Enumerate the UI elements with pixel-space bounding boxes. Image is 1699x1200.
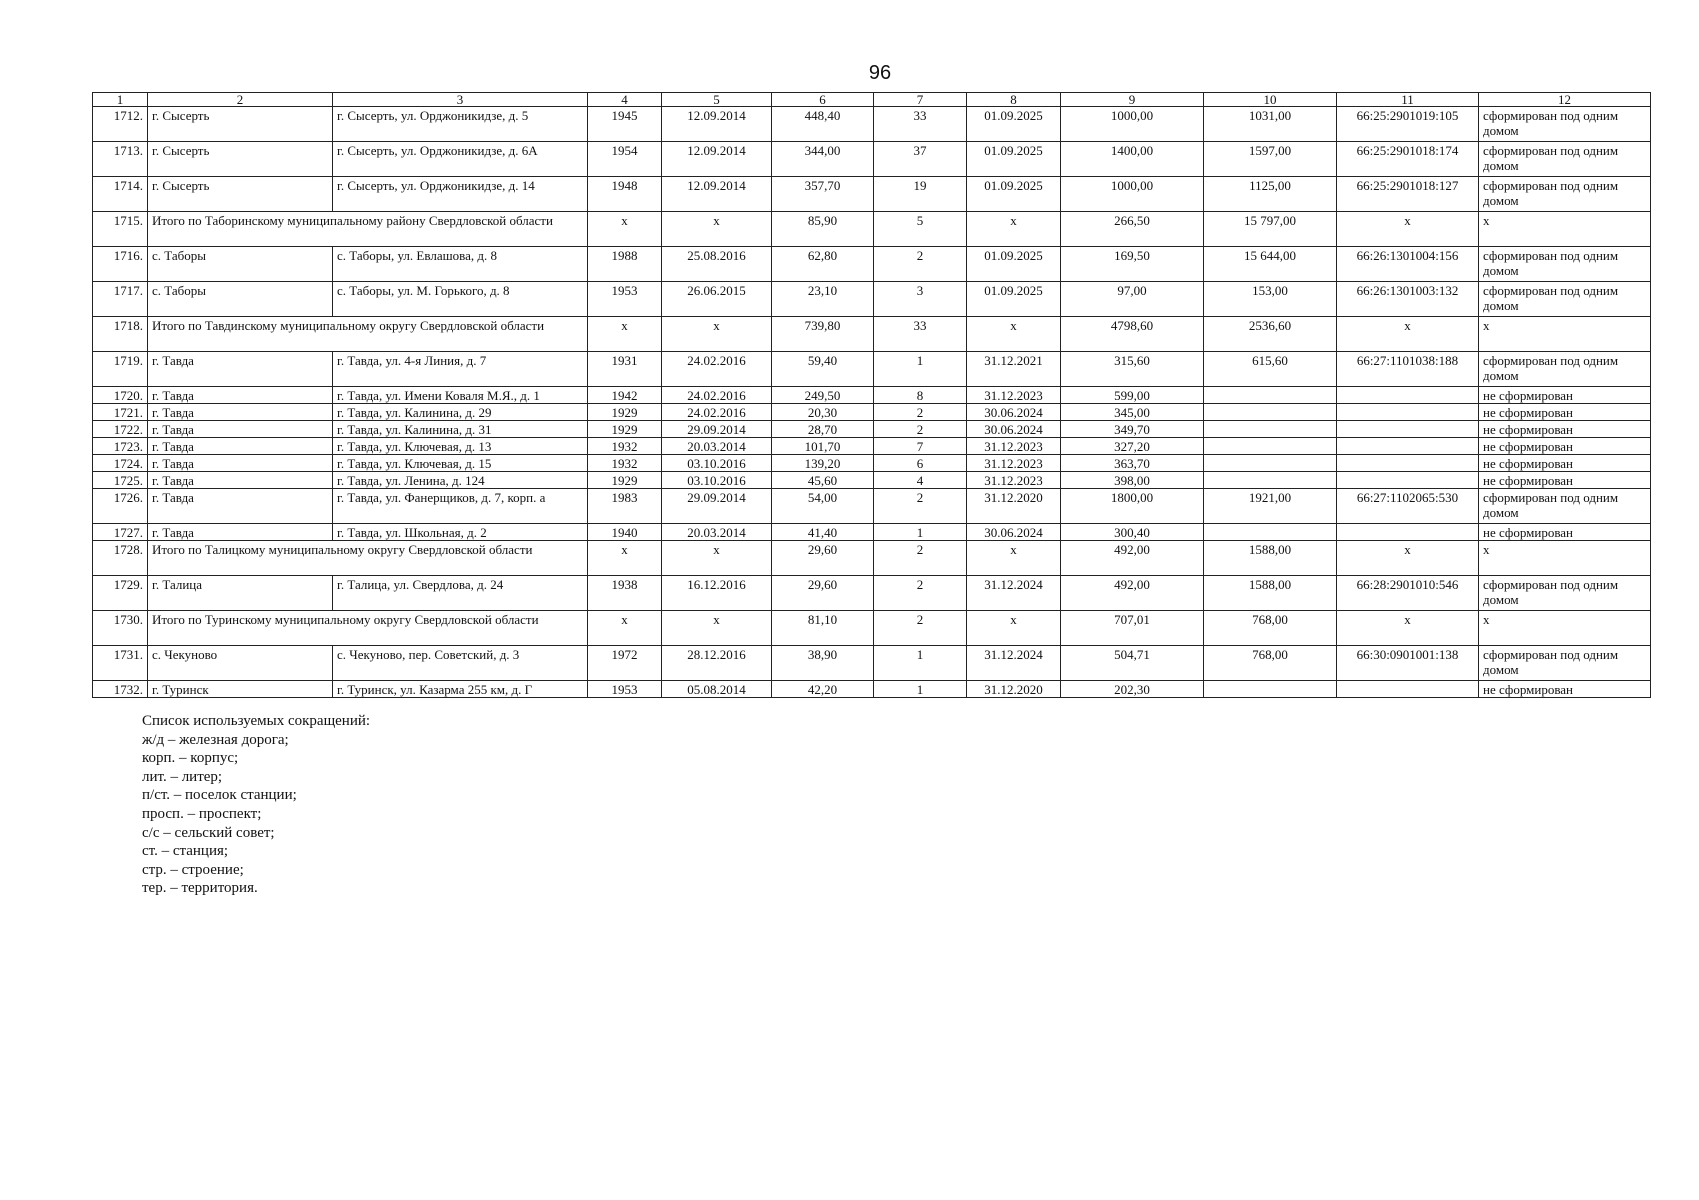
table-cell: 169,50 — [1061, 247, 1204, 282]
table-cell: 1 — [874, 681, 967, 698]
table-cell: 1931 — [588, 352, 662, 387]
table-cell: 1731. — [93, 646, 148, 681]
table-cell: г. Тавда — [148, 472, 333, 489]
table-cell: 66:25:2901018:127 — [1337, 177, 1479, 212]
table-cell: x — [662, 317, 772, 352]
table-cell: x — [1479, 541, 1651, 576]
table-cell: сформирован под одним домом — [1479, 352, 1651, 387]
table-cell: сформирован под одним домом — [1479, 107, 1651, 142]
table-cell: 1588,00 — [1204, 541, 1337, 576]
abbreviation-item: стр. – строение; — [142, 861, 244, 878]
table-cell: 344,00 — [772, 142, 874, 177]
table-cell: сформирован под одним домом — [1479, 177, 1651, 212]
table-cell: 1722. — [93, 421, 148, 438]
table-cell: 31.12.2023 — [967, 455, 1061, 472]
table-cell — [1204, 681, 1337, 698]
table-cell: 31.12.2020 — [967, 681, 1061, 698]
table-cell: 599,00 — [1061, 387, 1204, 404]
table-cell: 42,20 — [772, 681, 874, 698]
table-cell: 31.12.2021 — [967, 352, 1061, 387]
abbreviation-item: лит. – литер; — [142, 768, 223, 785]
table-cell — [1337, 681, 1479, 698]
table-cell: 20.03.2014 — [662, 438, 772, 455]
table-cell: 739,80 — [772, 317, 874, 352]
table-cell: 6 — [874, 455, 967, 472]
table-cell: 31.12.2023 — [967, 387, 1061, 404]
table-cell: 1945 — [588, 107, 662, 142]
table-cell — [1204, 472, 1337, 489]
table-cell: г. Тавда — [148, 404, 333, 421]
table-cell: 2 — [874, 404, 967, 421]
table-cell: 315,60 — [1061, 352, 1204, 387]
table-cell: 1719. — [93, 352, 148, 387]
table-cell: 2 — [874, 576, 967, 611]
table-cell: г. Талица — [148, 576, 333, 611]
table-cell — [1337, 404, 1479, 421]
table-cell: 1588,00 — [1204, 576, 1337, 611]
table-cell: 1940 — [588, 524, 662, 541]
table-cell: 1953 — [588, 282, 662, 317]
table-row — [93, 646, 1651, 681]
table-cell: не сформирован — [1479, 421, 1651, 438]
table-cell: x — [662, 611, 772, 646]
table-cell: x — [1337, 611, 1479, 646]
table-row — [93, 489, 1651, 524]
table-cell: 1728. — [93, 541, 148, 576]
table-cell: 2 — [874, 611, 967, 646]
table-cell — [1337, 387, 1479, 404]
table-cell: 1932 — [588, 438, 662, 455]
table-cell: не сформирован — [1479, 438, 1651, 455]
table-cell: 139,20 — [772, 455, 874, 472]
table-cell: 4798,60 — [1061, 317, 1204, 352]
table-cell: 300,40 — [1061, 524, 1204, 541]
table-cell: 448,40 — [772, 107, 874, 142]
table-cell: 1929 — [588, 421, 662, 438]
table-cell: 5 — [874, 212, 967, 247]
abbreviations-title: Список используемых сокращений: — [142, 713, 371, 729]
table-cell: 707,01 — [1061, 611, 1204, 646]
table-cell: не сформирован — [1479, 404, 1651, 421]
table-cell: 66:25:2901019:105 — [1337, 107, 1479, 142]
table-cell: 1800,00 — [1061, 489, 1204, 524]
table-cell: 7 — [874, 438, 967, 455]
table-row — [93, 177, 1651, 212]
table-cell: 615,60 — [1204, 352, 1337, 387]
table-cell: с. Таборы, ул. Евлашова, д. 8 — [333, 247, 588, 282]
table-total-row — [93, 611, 1651, 646]
table-row — [93, 387, 1651, 404]
table-cell: 28,70 — [772, 421, 874, 438]
table-cell: 66:27:1102065:530 — [1337, 489, 1479, 524]
table-cell: 327,20 — [1061, 438, 1204, 455]
table-cell: 153,00 — [1204, 282, 1337, 317]
table-cell: сформирован под одним домом — [1479, 142, 1651, 177]
table-row — [93, 421, 1651, 438]
table-cell: 62,80 — [772, 247, 874, 282]
table-cell: 1716. — [93, 247, 148, 282]
table-cell: Итого по Таборинскому муниципальному району Свердловской области — [148, 212, 588, 247]
table-row — [93, 282, 1651, 317]
table-cell: 1718. — [93, 317, 148, 352]
table-cell: г. Тавда, ул. Ключевая, д. 13 — [333, 438, 588, 455]
table-cell: 1400,00 — [1061, 142, 1204, 177]
table-cell: x — [1337, 212, 1479, 247]
column-header: 5 — [662, 93, 772, 107]
page-number: 96 — [868, 62, 892, 84]
table-cell: x — [967, 611, 1061, 646]
table-cell: 1724. — [93, 455, 148, 472]
table-cell: x — [967, 317, 1061, 352]
table-cell: 1000,00 — [1061, 107, 1204, 142]
table-cell: x — [588, 317, 662, 352]
table-cell: 1721. — [93, 404, 148, 421]
table-cell: 1729. — [93, 576, 148, 611]
column-header: 4 — [588, 93, 662, 107]
table-cell: 25.08.2016 — [662, 247, 772, 282]
table-cell — [1337, 472, 1479, 489]
table-cell: 768,00 — [1204, 646, 1337, 681]
table-cell: 1 — [874, 524, 967, 541]
table-cell: 1932 — [588, 455, 662, 472]
table-cell: 768,00 — [1204, 611, 1337, 646]
table-cell: г. Тавда, ул. 4-я Линия, д. 7 — [333, 352, 588, 387]
table-cell: 249,50 — [772, 387, 874, 404]
table-cell: г. Тавда — [148, 489, 333, 524]
table-cell: 1988 — [588, 247, 662, 282]
table-cell: Итого по Тавдинскому муниципальному округу Свердловской области — [148, 317, 588, 352]
table-cell: г. Тавда, ул. Ключевая, д. 15 — [333, 455, 588, 472]
table-cell: 66:25:2901018:174 — [1337, 142, 1479, 177]
abbreviation-item: просп. – проспект; — [142, 805, 262, 822]
table-total-row — [93, 212, 1651, 247]
table-cell: не сформирован — [1479, 681, 1651, 698]
table-cell: 1717. — [93, 282, 148, 317]
table-cell: 01.09.2025 — [967, 142, 1061, 177]
table-cell — [1204, 404, 1337, 421]
table-cell: x — [588, 611, 662, 646]
table-cell: г. Тавда — [148, 387, 333, 404]
table-cell — [1204, 524, 1337, 541]
column-header: 3 — [333, 93, 588, 107]
abbreviation-item: ст. – станция; — [142, 843, 229, 860]
table-cell: г. Сысерть, ул. Орджоникидзе, д. 5 — [333, 107, 588, 142]
table-cell: 15 644,00 — [1204, 247, 1337, 282]
column-header: 11 — [1337, 93, 1479, 107]
column-header: 8 — [967, 93, 1061, 107]
table-cell: 1983 — [588, 489, 662, 524]
table-cell: x — [1479, 317, 1651, 352]
table-cell: 492,00 — [1061, 541, 1204, 576]
table-cell: г. Тавда — [148, 438, 333, 455]
table-cell — [1337, 524, 1479, 541]
table-cell: 16.12.2016 — [662, 576, 772, 611]
table-cell: 85,90 — [772, 212, 874, 247]
table-cell: 31.12.2023 — [967, 438, 1061, 455]
table-cell: сформирован под одним домом — [1479, 489, 1651, 524]
housing-registry-table — [92, 92, 1651, 698]
table-cell: 12.09.2014 — [662, 177, 772, 212]
table-cell: Итого по Туринскому муниципальному округу Свердловской области — [148, 611, 588, 646]
table-cell: 66:30:0901001:138 — [1337, 646, 1479, 681]
table-cell — [1204, 387, 1337, 404]
table-cell: x — [588, 212, 662, 247]
table-cell: 03.10.2016 — [662, 455, 772, 472]
table-cell: 12.09.2014 — [662, 142, 772, 177]
table-header-row — [93, 93, 1651, 107]
table-cell: 266,50 — [1061, 212, 1204, 247]
table-cell: 33 — [874, 107, 967, 142]
table-row — [93, 438, 1651, 455]
table-cell: 1 — [874, 352, 967, 387]
table-cell: с. Чекуново — [148, 646, 333, 681]
table-cell: с. Таборы, ул. М. Горького, д. 8 — [333, 282, 588, 317]
table-row — [93, 352, 1651, 387]
table-cell: 1732. — [93, 681, 148, 698]
table-cell: 1929 — [588, 404, 662, 421]
table-total-row — [93, 317, 1651, 352]
table-cell: 4 — [874, 472, 967, 489]
table-cell: 1597,00 — [1204, 142, 1337, 177]
table-cell: 26.06.2015 — [662, 282, 772, 317]
table-cell — [1204, 421, 1337, 438]
table-row — [93, 247, 1651, 282]
table-cell: 66:27:1101038:188 — [1337, 352, 1479, 387]
table-cell — [1337, 421, 1479, 438]
table-cell: 1713. — [93, 142, 148, 177]
table-cell: сформирован под одним домом — [1479, 576, 1651, 611]
table-cell: 41,40 — [772, 524, 874, 541]
table-cell: с. Таборы — [148, 282, 333, 317]
table-cell — [1337, 455, 1479, 472]
column-header: 9 — [1061, 93, 1204, 107]
table-cell — [1204, 455, 1337, 472]
table-cell: 45,60 — [772, 472, 874, 489]
table-cell: 2 — [874, 247, 967, 282]
table-cell: 19 — [874, 177, 967, 212]
table-cell: г. Тавда, ул. Калинина, д. 31 — [333, 421, 588, 438]
table-cell: x — [1479, 611, 1651, 646]
table-cell: 30.06.2024 — [967, 524, 1061, 541]
table-cell: 20.03.2014 — [662, 524, 772, 541]
table-cell: 29.09.2014 — [662, 421, 772, 438]
table-cell: 33 — [874, 317, 967, 352]
table-row — [93, 107, 1651, 142]
table-cell: г. Тавда, ул. Имени Коваля М.Я., д. 1 — [333, 387, 588, 404]
table-cell: г. Тавда, ул. Калинина, д. 29 — [333, 404, 588, 421]
table-cell: 1125,00 — [1204, 177, 1337, 212]
table-cell: 31.12.2023 — [967, 472, 1061, 489]
table-cell: 03.10.2016 — [662, 472, 772, 489]
table-cell: 1000,00 — [1061, 177, 1204, 212]
table-cell: сформирован под одним домом — [1479, 646, 1651, 681]
table-cell: x — [588, 541, 662, 576]
column-header: 6 — [772, 93, 874, 107]
table-cell: 24.02.2016 — [662, 387, 772, 404]
table-cell: 2 — [874, 541, 967, 576]
table-row — [93, 404, 1651, 421]
table-cell: 38,90 — [772, 646, 874, 681]
table-cell: 54,00 — [772, 489, 874, 524]
table-cell: 66:26:1301004:156 — [1337, 247, 1479, 282]
table-cell: x — [967, 541, 1061, 576]
table-cell: 23,10 — [772, 282, 874, 317]
table-cell: г. Талица, ул. Свердлова, д. 24 — [333, 576, 588, 611]
table-cell: 12.09.2014 — [662, 107, 772, 142]
table-cell: г. Сысерть — [148, 177, 333, 212]
table-cell: 101,70 — [772, 438, 874, 455]
table-cell: 20,30 — [772, 404, 874, 421]
table-cell: 30.06.2024 — [967, 404, 1061, 421]
table-cell: 29,60 — [772, 576, 874, 611]
abbreviations-list — [142, 712, 370, 898]
table-cell: 1726. — [93, 489, 148, 524]
table-cell: 31.12.2024 — [967, 576, 1061, 611]
table-cell: сформирован под одним домом — [1479, 282, 1651, 317]
table-cell: 492,00 — [1061, 576, 1204, 611]
table-cell: г. Тавда — [148, 524, 333, 541]
table-cell: 29.09.2014 — [662, 489, 772, 524]
table-cell: 357,70 — [772, 177, 874, 212]
table-cell: 37 — [874, 142, 967, 177]
table-cell: 59,40 — [772, 352, 874, 387]
table-cell: x — [1337, 317, 1479, 352]
table-cell: 398,00 — [1061, 472, 1204, 489]
table-cell: не сформирован — [1479, 524, 1651, 541]
table-cell: с. Чекуново, пер. Советский, д. 3 — [333, 646, 588, 681]
column-header: 10 — [1204, 93, 1337, 107]
table-cell — [1337, 438, 1479, 455]
table-cell: 1720. — [93, 387, 148, 404]
table-cell: 30.06.2024 — [967, 421, 1061, 438]
table-row — [93, 576, 1651, 611]
table-cell: 1948 — [588, 177, 662, 212]
table-cell: 1942 — [588, 387, 662, 404]
table-cell: г. Тавда, ул. Фанерщиков, д. 7, корп. а — [333, 489, 588, 524]
table-cell: г. Тавда, ул. Ленина, д. 124 — [333, 472, 588, 489]
table-cell: x — [1337, 541, 1479, 576]
table-cell: 3 — [874, 282, 967, 317]
abbreviation-item: корп. – корпус; — [142, 750, 239, 767]
table-cell: 15 797,00 — [1204, 212, 1337, 247]
table-cell: 504,71 — [1061, 646, 1204, 681]
table-cell: не сформирован — [1479, 387, 1651, 404]
table-cell: 24.02.2016 — [662, 352, 772, 387]
table-cell: 66:26:1301003:132 — [1337, 282, 1479, 317]
table-cell: 01.09.2025 — [967, 177, 1061, 212]
table-cell: с. Таборы — [148, 247, 333, 282]
table-cell: 01.09.2025 — [967, 247, 1061, 282]
table-cell: 1727. — [93, 524, 148, 541]
table-cell: 1938 — [588, 576, 662, 611]
table-cell: Итого по Талицкому муниципальному округу Свердловской области — [148, 541, 588, 576]
table-cell: 24.02.2016 — [662, 404, 772, 421]
table-cell: 29,60 — [772, 541, 874, 576]
table-cell: 28.12.2016 — [662, 646, 772, 681]
table-cell: 1921,00 — [1204, 489, 1337, 524]
table-cell: 345,00 — [1061, 404, 1204, 421]
table-row — [93, 455, 1651, 472]
table-cell: 1929 — [588, 472, 662, 489]
column-header: 12 — [1479, 93, 1651, 107]
table-cell: 1725. — [93, 472, 148, 489]
abbreviation-item: тер. – территория. — [142, 880, 258, 897]
table-cell: 2536,60 — [1204, 317, 1337, 352]
table-cell: 1730. — [93, 611, 148, 646]
table-cell: 1715. — [93, 212, 148, 247]
table-cell: 1954 — [588, 142, 662, 177]
abbreviation-item: с/с – сельский совет; — [142, 824, 275, 841]
table-cell: 31.12.2020 — [967, 489, 1061, 524]
table-cell: г. Тавда, ул. Школьная, д. 2 — [333, 524, 588, 541]
table-cell: г. Сысерть, ул. Орджоникидзе, д. 14 — [333, 177, 588, 212]
table-row — [93, 524, 1651, 541]
table-cell: не сформирован — [1479, 472, 1651, 489]
table-cell: г. Сысерть — [148, 107, 333, 142]
table-cell: 97,00 — [1061, 282, 1204, 317]
column-header: 2 — [148, 93, 333, 107]
table-row — [93, 472, 1651, 489]
table-cell: 202,30 — [1061, 681, 1204, 698]
table-cell: 05.08.2014 — [662, 681, 772, 698]
table-cell: 1031,00 — [1204, 107, 1337, 142]
abbreviation-item: п/ст. – поселок станции; — [142, 787, 297, 804]
column-header: 1 — [93, 93, 148, 107]
table-cell: 01.09.2025 — [967, 282, 1061, 317]
table-cell: 1972 — [588, 646, 662, 681]
table-cell: 1723. — [93, 438, 148, 455]
abbreviation-item: ж/д – железная дорога; — [142, 731, 289, 748]
table-cell: 81,10 — [772, 611, 874, 646]
table-cell: 1 — [874, 646, 967, 681]
table-cell: г. Тавда — [148, 455, 333, 472]
table-cell: сформирован под одним домом — [1479, 247, 1651, 282]
table-cell: 2 — [874, 421, 967, 438]
table-cell: 1953 — [588, 681, 662, 698]
table-cell: г. Тавда — [148, 421, 333, 438]
table-cell: г. Сысерть — [148, 142, 333, 177]
table-cell: 01.09.2025 — [967, 107, 1061, 142]
table-cell: г. Тавда — [148, 352, 333, 387]
table-cell: г. Сысерть, ул. Орджоникидзе, д. 6А — [333, 142, 588, 177]
table-cell: 349,70 — [1061, 421, 1204, 438]
table-cell: x — [1479, 212, 1651, 247]
table-total-row — [93, 541, 1651, 576]
table-row — [93, 681, 1651, 698]
table-cell: x — [967, 212, 1061, 247]
table-cell: 2 — [874, 489, 967, 524]
table-cell: 8 — [874, 387, 967, 404]
table-cell: 363,70 — [1061, 455, 1204, 472]
column-header: 7 — [874, 93, 967, 107]
table-cell: 1712. — [93, 107, 148, 142]
table-cell: 31.12.2024 — [967, 646, 1061, 681]
table-cell: г. Туринск, ул. Казарма 255 км, д. Г — [333, 681, 588, 698]
table-cell: не сформирован — [1479, 455, 1651, 472]
table-row — [93, 142, 1651, 177]
table-cell: x — [662, 212, 772, 247]
table-cell: 66:28:2901010:546 — [1337, 576, 1479, 611]
table-cell: 1714. — [93, 177, 148, 212]
table-cell — [1204, 438, 1337, 455]
table-cell: г. Туринск — [148, 681, 333, 698]
table-cell: x — [662, 541, 772, 576]
